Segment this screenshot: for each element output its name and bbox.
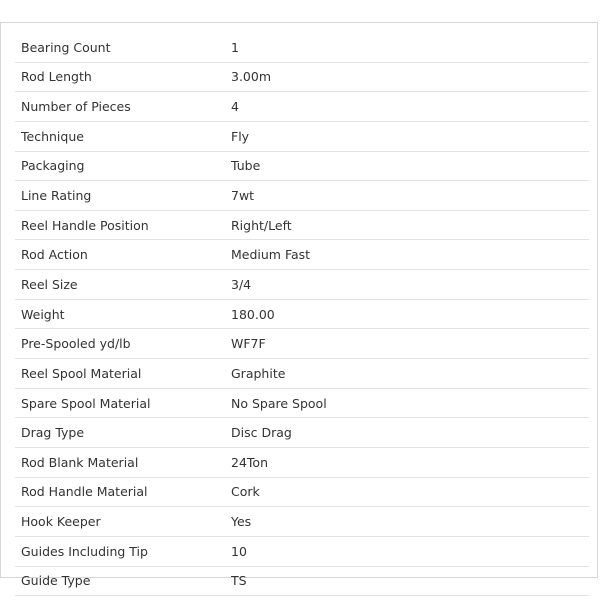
table-row (15, 121, 589, 151)
table-row (15, 566, 589, 596)
spec-value: No Spare Spool (231, 388, 589, 418)
spec-label: Rod Length (15, 62, 231, 92)
table-row (15, 477, 589, 507)
spec-label: Rod Handle Material (15, 477, 231, 507)
spec-value: Cork (231, 477, 589, 507)
table-row (15, 536, 589, 566)
spec-label: Packaging (15, 151, 231, 181)
spec-label: Rod Action (15, 240, 231, 270)
spec-value: 3/4 (231, 270, 589, 300)
spec-value: 3.00m (231, 62, 589, 92)
table-row (15, 388, 589, 418)
table-row (15, 240, 589, 270)
spec-value: Graphite (231, 359, 589, 389)
spec-label: Line Rating (15, 181, 231, 211)
spec-label: Reel Size (15, 270, 231, 300)
spec-label: Guides Including Tip (15, 536, 231, 566)
table-row (15, 447, 589, 477)
table-row (15, 92, 589, 122)
spec-value: 10 (231, 536, 589, 566)
spec-value: 7wt (231, 181, 589, 211)
spec-label: Bearing Count (15, 33, 231, 62)
spec-label: Technique (15, 121, 231, 151)
spec-value: Tube (231, 151, 589, 181)
spec-label: Rod Blank Material (15, 447, 231, 477)
spec-value: 180.00 (231, 299, 589, 329)
spec-value: 4 (231, 92, 589, 122)
table-row (15, 299, 589, 329)
spec-label: Hook Keeper (15, 507, 231, 537)
spec-label: Drag Type (15, 418, 231, 448)
spec-label: Guide Type (15, 566, 231, 596)
table-row (15, 359, 589, 389)
spec-label: Spare Spool Material (15, 388, 231, 418)
table-row (15, 181, 589, 211)
spec-value: Right/Left (231, 210, 589, 240)
spec-value: Yes (231, 507, 589, 537)
spec-value: 1 (231, 33, 589, 62)
spec-label: Reel Handle Position (15, 210, 231, 240)
specs-card (0, 22, 598, 589)
spec-value: 24Ton (231, 447, 589, 477)
spec-label: Number of Pieces (15, 92, 231, 122)
spec-label: Pre-Spooled yd/lb (15, 329, 231, 359)
table-row (15, 33, 589, 62)
specs-table (15, 33, 589, 596)
spec-value: Fly (231, 121, 589, 151)
table-row (15, 329, 589, 359)
spec-value: Disc Drag (231, 418, 589, 448)
table-row (15, 62, 589, 92)
spec-value: Medium Fast (231, 240, 589, 270)
table-row (15, 418, 589, 448)
spec-label: Weight (15, 299, 231, 329)
spec-label: Reel Spool Material (15, 359, 231, 389)
table-row (15, 210, 589, 240)
table-row (15, 270, 589, 300)
spec-value: TS (231, 566, 589, 596)
table-row (15, 507, 589, 537)
spec-value: WF7F (231, 329, 589, 359)
table-row (15, 151, 589, 181)
